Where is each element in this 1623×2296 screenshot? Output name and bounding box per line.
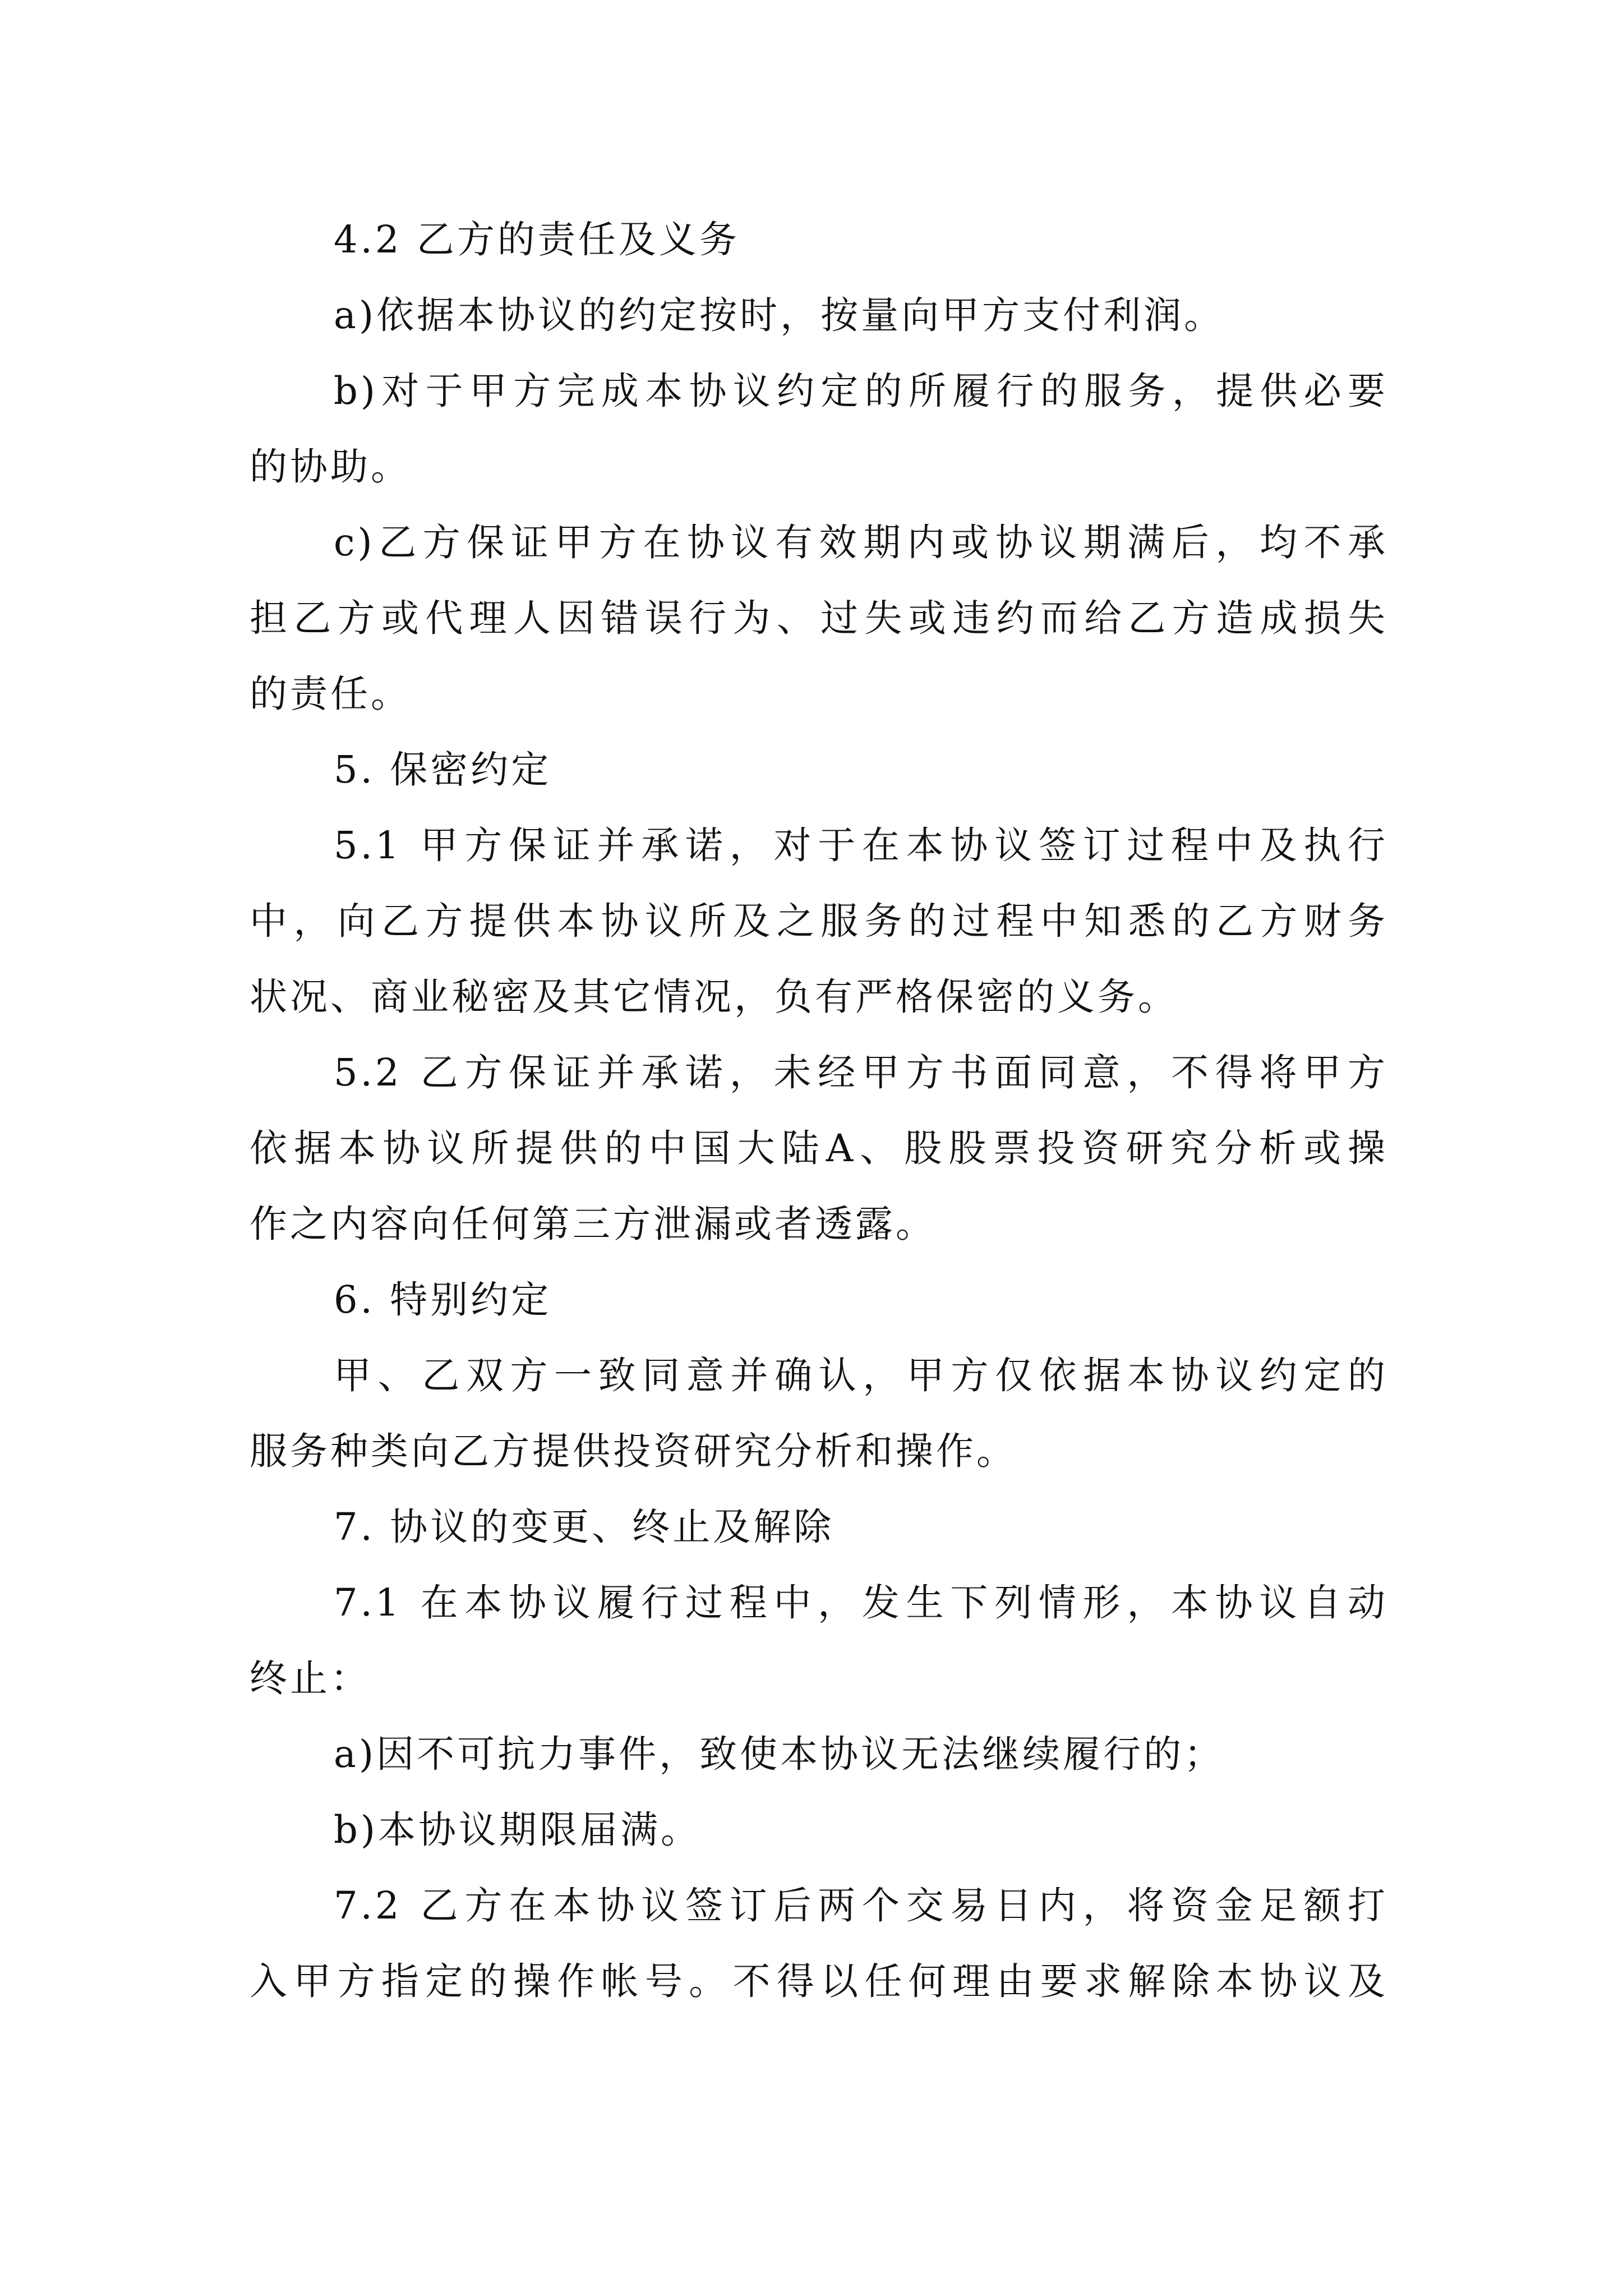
clause-text: 7.2 乙方在本协议签订后两个交易日内，将资金足额打 [334,1884,1388,1927]
clause-text: 5.2 乙方保证并承诺，未经甲方书面同意，不得将甲方 [334,1051,1388,1094]
clause-text: 5.1 甲方保证并承诺，对于在本协议签订过程中及执行 [334,823,1388,867]
section-heading: 4.2 乙方的责任及义务 [334,218,740,261]
clause-text: c)乙方保证甲方在协议有效期内或协议期满后，均不承 [334,521,1388,564]
clause-text: 中，向乙方提供本协议所及之服务的过程中知悉的乙方财务 [250,899,1388,943]
section-heading: 5. 保密约定 [334,748,552,792]
clause-text: 状况、商业秘密及其它情况，负有严格保密的义务。 [250,975,1178,1019]
clause-text: 终止： [250,1657,371,1700]
clause-text: 作之内容向任何第三方泄漏或者透露。 [250,1202,936,1246]
clause-text: 服务种类向乙方提供投资研究分析和操作。 [250,1429,1017,1473]
clause-text: 依据本协议所提供的中国大陆A、股股票投资研究分析或操 [250,1126,1388,1170]
clause-text: 7.1 在本协议履行过程中，发生下列情形，本协议自动 [334,1581,1388,1625]
section-heading: 6. 特别约定 [334,1278,552,1322]
clause-text: a)因不可抗力事件，致使本协议无法继续履行的； [334,1732,1225,1776]
clause-text: 的协助。 [250,445,411,489]
clause-text: 甲、乙双方一致同意并确认，甲方仅依据本协议约定的 [334,1354,1388,1397]
clause-text: b)本协议期限届满。 [334,1808,702,1852]
clause-text: 担乙方或代理人因错误行为、过失或违约而给乙方造成损失 [250,596,1388,640]
clause-text: a)依据本协议的约定按时，按量向甲方支付利润。 [334,293,1225,337]
section-heading: 7. 协议的变更、终止及解除 [334,1505,834,1549]
clause-text: 的责任。 [250,672,411,716]
clause-text: b)对于甲方完成本协议约定的所履行的服务，提供必要 [334,369,1388,413]
document-body [250,202,1388,2019]
clause-text: 入甲方指定的操作帐号。不得以任何理由要求解除本协议及 [250,1959,1388,2003]
